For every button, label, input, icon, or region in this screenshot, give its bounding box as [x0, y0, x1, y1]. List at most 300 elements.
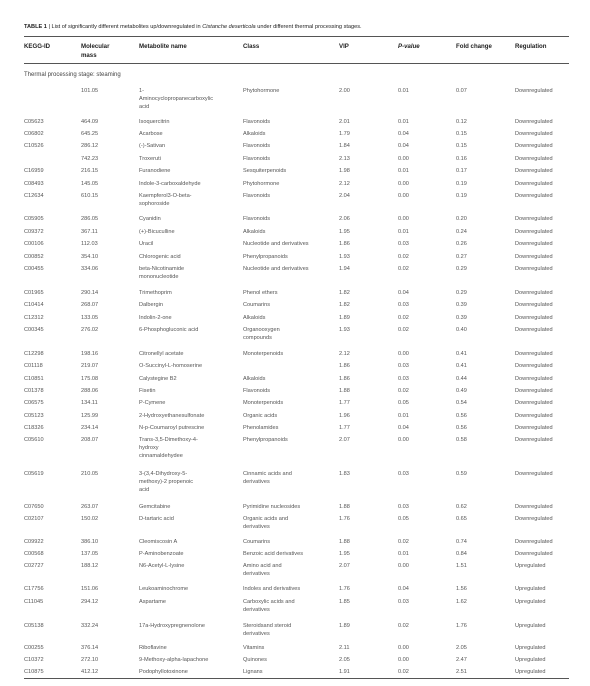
molecular-mass-cell: 125.99: [81, 413, 99, 419]
p-value-cell: 0.00: [398, 181, 409, 187]
vip-cell: 1.95: [339, 229, 350, 235]
molecular-mass-cell: 334.06: [81, 266, 99, 272]
regulation-cell: Downregulated: [515, 241, 553, 247]
regulation-cell: Downregulated: [515, 551, 553, 557]
vip-cell: 1.77: [339, 425, 350, 431]
regulation-cell: Upregulated: [515, 586, 546, 592]
class-cell: Vitamins: [243, 645, 265, 651]
class-cell: Indoles and derivatives: [243, 586, 301, 592]
vip-cell: 1.82: [339, 302, 350, 308]
class-cell: Flavonoids: [243, 216, 271, 222]
kegg-id-cell: C00455: [24, 266, 44, 272]
p-value-cell: 0.03: [398, 241, 409, 247]
class-cell: Alkaloids: [243, 131, 266, 137]
p-value-cell: 0.04: [398, 425, 409, 431]
fold-change-cell: 0.44: [456, 376, 467, 382]
regulation-cell: Downregulated: [515, 471, 553, 477]
class-cell: Alkaloids: [243, 315, 266, 321]
regulation-cell: Downregulated: [515, 168, 553, 174]
molecular-mass-cell: 354.10: [81, 254, 99, 260]
kegg-id-cell: C00106: [24, 241, 44, 247]
kegg-id-cell: C05610: [24, 437, 44, 443]
p-value-cell: 0.00: [398, 437, 409, 443]
class-cell: Phenol ethers: [243, 290, 278, 296]
vip-cell: 1.77: [339, 400, 350, 406]
p-value-cell: 0.04: [398, 586, 409, 592]
kegg-id-cell: C10526: [24, 143, 44, 149]
class-cell: Alkaloids: [243, 229, 266, 235]
p-value-cell: 0.02: [398, 254, 409, 260]
stage-label: Thermal processing stage: steaming: [24, 72, 121, 78]
molecular-mass-cell: 188.12: [81, 563, 99, 569]
p-value-cell: 0.00: [398, 351, 409, 357]
regulation-cell: Downregulated: [515, 315, 553, 321]
vip-cell: 1.91: [339, 669, 350, 675]
fold-change-cell: 0.24: [456, 229, 467, 235]
kegg-id-cell: C06802: [24, 131, 44, 137]
molecular-mass-cell: 294.12: [81, 599, 99, 605]
regulation-cell: Downregulated: [515, 254, 553, 260]
class-cell: Quinones: [243, 657, 267, 663]
class-cell: Flavonoids: [243, 119, 271, 125]
regulation-cell: Upregulated: [515, 599, 546, 605]
molecular-mass-cell: 234.14: [81, 425, 99, 431]
class-cell: Steroidsand steroid derivatives: [243, 623, 292, 637]
vip-cell: 1.79: [339, 131, 350, 137]
class-cell: Coumarins: [243, 539, 271, 545]
regulation-cell: Upregulated: [515, 669, 546, 675]
class-cell: Pyrimidine nucleosides: [243, 504, 301, 510]
vip-cell: 1.93: [339, 254, 350, 260]
fold-change-cell: 0.39: [456, 315, 467, 321]
fold-change-cell: 0.49: [456, 388, 467, 394]
regulation-cell: Downregulated: [515, 266, 553, 272]
header-kegg-id: KEGG-ID: [24, 43, 51, 50]
metabolite-name-cell: O-Succinyl-L-homoserine: [139, 363, 203, 369]
molecular-mass-cell: 276.02: [81, 327, 99, 333]
regulation-cell: Downregulated: [515, 229, 553, 235]
p-value-cell: 0.03: [398, 599, 409, 605]
metabolite-name-cell: Chlorogenic acid: [139, 254, 181, 260]
regulation-cell: Downregulated: [515, 290, 553, 296]
metabolite-name-cell: 3-(3,4-Dihydroxy-5- methoxy)-2 propenoic acid: [139, 471, 194, 493]
metabolite-name-cell: 17a-Hydroxypregnenolone: [139, 623, 205, 629]
fold-change-cell: 2.05: [456, 645, 467, 651]
regulation-cell: Upregulated: [515, 657, 546, 663]
metabolite-name-cell: Acarbose: [139, 131, 163, 137]
p-value-cell: 0.02: [398, 669, 409, 675]
class-cell: Sesquiterpenoids: [243, 168, 287, 174]
kegg-id-cell: C00345: [24, 327, 44, 333]
kegg-id-cell: C02107: [24, 516, 44, 522]
p-value-cell: 0.02: [398, 315, 409, 321]
molecular-mass-cell: 332.24: [81, 623, 99, 629]
regulation-cell: Downregulated: [515, 516, 553, 522]
p-value-cell: 0.04: [398, 131, 409, 137]
kegg-id-cell: C05905: [24, 216, 44, 222]
table-label: TABLE 1: [24, 24, 47, 30]
metabolite-name-cell: 2-Hydroxyethanesulfonate: [139, 413, 205, 419]
kegg-id-cell: C10372: [24, 657, 44, 663]
fold-change-cell: 0.40: [456, 327, 467, 333]
p-value-cell: 0.05: [398, 516, 409, 522]
kegg-id-cell: C09922: [24, 539, 44, 545]
vip-cell: 1.84: [339, 143, 350, 149]
vip-cell: 1.95: [339, 551, 350, 557]
class-cell: Flavonoids: [243, 388, 271, 394]
p-value-cell: 0.03: [398, 471, 409, 477]
metabolite-name-cell: Leukoaminochrome: [139, 586, 189, 592]
metabolite-name-cell: Furanodiene: [139, 168, 171, 174]
vip-cell: 1.86: [339, 241, 350, 247]
header-metabolite-name: Metabolite name: [139, 43, 187, 50]
metabolite-name-cell: (-)-Sativan: [139, 143, 166, 149]
bottom-rule: [24, 678, 569, 679]
metabolite-name-cell: Isoquercitrin: [139, 119, 170, 125]
regulation-cell: Downregulated: [515, 302, 553, 308]
metabolite-name-cell: 9-Methoxy-alpha-lapachone: [139, 657, 209, 663]
class-cell: Flavonoids: [243, 143, 271, 149]
regulation-cell: Downregulated: [515, 504, 553, 510]
fold-change-cell: 0.27: [456, 254, 467, 260]
vip-cell: 1.82: [339, 290, 350, 296]
class-cell: Organooxygen compounds: [243, 327, 280, 341]
vip-cell: 1.89: [339, 315, 350, 321]
molecular-mass-cell: 610.15: [81, 193, 99, 199]
kegg-id-cell: C10414: [24, 302, 44, 308]
metabolite-name-cell: Calystegine B2: [139, 376, 177, 382]
caption-species: Cistanche deserticola: [202, 24, 256, 30]
molecular-mass-cell: 133.05: [81, 315, 99, 321]
metabolite-name-cell: N-p-Coumaroyl putrescine: [139, 425, 205, 431]
fold-change-cell: 0.58: [456, 437, 467, 443]
metabolite-name-cell: N6-Acetyl-L-lysine: [139, 563, 185, 569]
metabolite-name-cell: 6-Phosphogluconic acid: [139, 327, 199, 333]
fold-change-cell: 0.29: [456, 290, 467, 296]
kegg-id-cell: C06575: [24, 400, 44, 406]
p-value-cell: 0.04: [398, 290, 409, 296]
regulation-cell: Downregulated: [515, 351, 553, 357]
fold-change-cell: 0.15: [456, 143, 467, 149]
molecular-mass-cell: 288.06: [81, 388, 99, 394]
vip-cell: 1.83: [339, 471, 350, 477]
metabolite-name-cell: Dalbergin: [139, 302, 163, 308]
molecular-mass-cell: 208.07: [81, 437, 99, 443]
metabolite-name-cell: Cleomiscosin A: [139, 539, 178, 545]
fold-change-cell: 1.62: [456, 599, 467, 605]
metabolite-name-cell: 1- Aminocyclopropanecarboxylic acid: [139, 88, 213, 110]
molecular-mass-cell: 645.25: [81, 131, 99, 137]
molecular-mass-cell: 286.12: [81, 143, 99, 149]
header-molecular-mass: [81, 42, 109, 60]
fold-change-cell: 0.17: [456, 168, 467, 174]
kegg-id-cell: C17756: [24, 586, 44, 592]
fold-change-cell: 1.56: [456, 586, 467, 592]
molecular-mass-cell: 112.03: [81, 241, 98, 247]
p-value-cell: 0.00: [398, 216, 409, 222]
class-cell: Phenylpropanoids: [243, 254, 288, 260]
caption-text-pre: | List of significantly different metabolites up/downregulated in: [46, 24, 203, 30]
regulation-cell: Downregulated: [515, 216, 553, 222]
class-cell: Nucleotide and derivatives: [243, 241, 309, 247]
fold-change-cell: 0.41: [456, 363, 467, 369]
molecular-mass-cell: 137.05: [81, 551, 99, 557]
metabolite-name-cell: Trimethoprim: [139, 290, 172, 296]
header-rule: [24, 63, 569, 64]
vip-cell: 2.00: [339, 88, 350, 94]
table-caption: [24, 24, 362, 30]
fold-change-cell: 0.74: [456, 539, 467, 545]
class-cell: Nucleotide and derivatives: [243, 266, 309, 272]
p-value-cell: 0.02: [398, 266, 409, 272]
regulation-cell: Downregulated: [515, 539, 553, 545]
molecular-mass-cell: 134.11: [81, 400, 98, 406]
metabolite-name-cell: Uracil: [139, 241, 154, 247]
metabolite-name-cell: Citronellyl acetate: [139, 351, 184, 357]
p-value-cell: 0.01: [398, 88, 409, 94]
molecular-mass-cell: 367.11: [81, 229, 98, 235]
p-value-cell: 0.01: [398, 119, 409, 125]
molecular-mass-cell: 151.06: [81, 586, 99, 592]
kegg-id-cell: C05623: [24, 119, 44, 125]
vip-cell: 2.11: [339, 645, 350, 651]
header-vip: VIP: [339, 43, 349, 50]
metabolite-name-cell: D-tartaric acid: [139, 516, 174, 522]
molecular-mass-cell: 268.07: [81, 302, 99, 308]
molecular-mass-cell: 150.02: [81, 516, 99, 522]
kegg-id-cell: C01378: [24, 388, 44, 394]
p-value-cell: 0.02: [398, 623, 409, 629]
fold-change-cell: 1.51: [456, 563, 467, 569]
kegg-id-cell: C08493: [24, 181, 44, 187]
molecular-mass-cell: 742.23: [81, 156, 99, 162]
kegg-id-cell: C00852: [24, 254, 44, 260]
header-p-value: P-value: [398, 43, 420, 50]
regulation-cell: Downregulated: [515, 363, 553, 369]
regulation-cell: Downregulated: [515, 156, 553, 162]
p-value-cell: 0.02: [398, 388, 409, 394]
vip-cell: 2.01: [339, 119, 350, 125]
kegg-id-cell: C02727: [24, 563, 44, 569]
vip-cell: 2.12: [339, 351, 350, 357]
kegg-id-cell: C05138: [24, 623, 44, 629]
header-class: Class: [243, 43, 260, 50]
metabolite-name-cell: Kaempferol3-O-beta- sophoroside: [139, 193, 192, 207]
molecular-mass-cell: 198.16: [81, 351, 99, 357]
class-cell: Phenolamides: [243, 425, 279, 431]
fold-change-cell: 0.20: [456, 216, 467, 222]
regulation-cell: Downregulated: [515, 413, 553, 419]
regulation-cell: Downregulated: [515, 437, 553, 443]
p-value-cell: 0.00: [398, 193, 409, 199]
regulation-cell: Downregulated: [515, 400, 553, 406]
vip-cell: 1.88: [339, 388, 350, 394]
vip-cell: 2.05: [339, 657, 350, 663]
class-cell: Flavonoids: [243, 156, 271, 162]
p-value-cell: 0.03: [398, 376, 409, 382]
fold-change-cell: 0.26: [456, 241, 467, 247]
regulation-cell: Downregulated: [515, 119, 553, 125]
kegg-id-cell: C12298: [24, 351, 44, 357]
class-cell: Monoterpenoids: [243, 400, 284, 406]
vip-cell: 2.13: [339, 156, 350, 162]
fold-change-cell: 0.62: [456, 504, 467, 510]
p-value-cell: 0.00: [398, 645, 409, 651]
caption-text-post: under different thermal processing stages.: [255, 24, 362, 30]
metabolite-name-cell: beta-Nicotinamide mononucleotide: [139, 266, 185, 280]
kegg-id-cell: C01118: [24, 363, 43, 369]
p-value-cell: 0.05: [398, 400, 409, 406]
vip-cell: 2.06: [339, 216, 350, 222]
regulation-cell: Downregulated: [515, 88, 553, 94]
class-cell: Carboxylic acids and derivatives: [243, 599, 295, 613]
vip-cell: 1.89: [339, 623, 350, 629]
metabolite-name-cell: Indolin-2-one: [139, 315, 172, 321]
class-cell: Organic acids: [243, 413, 278, 419]
class-cell: Phytohormone: [243, 181, 280, 187]
fold-change-cell: 0.39: [456, 302, 467, 308]
molecular-mass-cell: 272.10: [81, 657, 99, 663]
fold-change-cell: 0.56: [456, 425, 467, 431]
metabolite-name-cell: Podophyllotoxinone: [139, 669, 188, 675]
kegg-id-cell: C00255: [24, 645, 44, 651]
kegg-id-cell: C11045: [24, 599, 44, 605]
molecular-mass-cell: 286.05: [81, 216, 99, 222]
kegg-id-cell: C10851: [24, 376, 44, 382]
regulation-cell: Downregulated: [515, 425, 553, 431]
p-value-cell: 0.01: [398, 413, 409, 419]
fold-change-cell: 0.16: [456, 156, 467, 162]
fold-change-cell: 0.19: [456, 181, 467, 187]
class-cell: Phenylpropanoids: [243, 437, 288, 443]
metabolite-name-cell: Indole-3-carboxaldehyde: [139, 181, 201, 187]
vip-cell: 1.88: [339, 539, 350, 545]
regulation-cell: Downregulated: [515, 193, 553, 199]
molecular-mass-cell: 175.08: [81, 376, 99, 382]
metabolite-name-cell: Aspartame: [139, 599, 167, 605]
regulation-cell: Upregulated: [515, 645, 546, 651]
kegg-id-cell: C16959: [24, 168, 44, 174]
kegg-id-cell: C01965: [24, 290, 44, 296]
molecular-mass-cell: 216.15: [81, 168, 99, 174]
molecular-mass-cell: 412.12: [81, 669, 99, 675]
class-cell: Amino acid and derivatives: [243, 563, 282, 577]
top-rule: [24, 36, 569, 37]
molecular-mass-cell: 290.14: [81, 290, 99, 296]
p-value-cell: 0.00: [398, 657, 409, 663]
header-regulation: Regulation: [515, 43, 547, 50]
kegg-id-cell: C12312: [24, 315, 44, 321]
class-cell: Lignans: [243, 669, 263, 675]
regulation-cell: Downregulated: [515, 376, 553, 382]
fold-change-cell: 0.15: [456, 131, 467, 137]
molecular-mass-cell: 219.07: [81, 363, 99, 369]
molecular-mass-cell: 464.09: [81, 119, 99, 125]
p-value-cell: 0.03: [398, 504, 409, 510]
metabolite-name-cell: P-Cymene: [139, 400, 166, 406]
fold-change-cell: 0.12: [456, 119, 467, 125]
molecular-mass-cell: 263.07: [81, 504, 99, 510]
class-cell: Organic acids and derivatives: [243, 516, 289, 530]
p-value-cell: 0.03: [398, 302, 409, 308]
vip-cell: 2.12: [339, 181, 350, 187]
p-value-cell: 0.01: [398, 168, 409, 174]
vip-cell: 1.98: [339, 168, 350, 174]
kegg-id-cell: C00568: [24, 551, 44, 557]
vip-cell: 2.07: [339, 437, 350, 443]
class-cell: Flavonoids: [243, 193, 271, 199]
regulation-cell: Upregulated: [515, 623, 546, 629]
class-cell: Phytohormone: [243, 88, 280, 94]
regulation-cell: Downregulated: [515, 327, 553, 333]
class-cell: Cinnamic acids and derivatives: [243, 471, 292, 485]
vip-cell: 1.76: [339, 586, 350, 592]
fold-change-cell: 0.19: [456, 193, 467, 199]
p-value-cell: 0.02: [398, 327, 409, 333]
vip-cell: 1.85: [339, 599, 350, 605]
class-cell: Coumarins: [243, 302, 271, 308]
fold-change-cell: 1.76: [456, 623, 467, 629]
p-value-cell: 0.00: [398, 563, 409, 569]
regulation-cell: Downregulated: [515, 181, 553, 187]
regulation-cell: Downregulated: [515, 388, 553, 394]
fold-change-cell: 2.47: [456, 657, 467, 663]
regulation-cell: Downregulated: [515, 131, 553, 137]
fold-change-cell: 0.56: [456, 413, 467, 419]
vip-cell: 1.76: [339, 516, 350, 522]
molecular-mass-cell: 101.05: [81, 88, 99, 94]
vip-cell: 1.94: [339, 266, 350, 272]
kegg-id-cell: C12634: [24, 193, 44, 199]
molecular-mass-cell: 376.14: [81, 645, 99, 651]
regulation-cell: Upregulated: [515, 563, 546, 569]
vip-cell: 1.93: [339, 327, 350, 333]
metabolite-name-cell: Trans-3,5-Dimethoxy-4- hydroxy cinnamaldehydee: [139, 437, 198, 459]
vip-cell: 1.88: [339, 504, 350, 510]
metabolite-name-cell: Gemcitabine: [139, 504, 171, 510]
vip-cell: 2.07: [339, 563, 350, 569]
kegg-id-cell: C05123: [24, 413, 44, 419]
metabolite-name-cell: P-Aminobenzoate: [139, 551, 184, 557]
molecular-mass-cell: 386.10: [81, 539, 99, 545]
kegg-id-cell: C09372: [24, 229, 44, 235]
p-value-cell: 0.01: [398, 229, 409, 235]
fold-change-cell: 0.59: [456, 471, 467, 477]
fold-change-cell: 0.29: [456, 266, 467, 272]
p-value-cell: 0.01: [398, 551, 409, 557]
p-value-cell: 0.02: [398, 539, 409, 545]
class-cell: Monoterpenoids: [243, 351, 284, 357]
p-value-cell: 0.04: [398, 143, 409, 149]
fold-change-cell: 0.54: [456, 400, 467, 406]
vip-cell: 1.96: [339, 413, 350, 419]
kegg-id-cell: C07650: [24, 504, 44, 510]
fold-change-cell: 0.41: [456, 351, 467, 357]
metabolite-name-cell: Cyanidin: [139, 216, 161, 222]
p-value-cell: 0.03: [398, 363, 409, 369]
molecular-mass-cell: 210.05: [81, 471, 99, 477]
class-cell: Benzoic acid derivatives: [243, 551, 304, 557]
fold-change-cell: 0.84: [456, 551, 467, 557]
vip-cell: 1.86: [339, 376, 350, 382]
regulation-cell: Downregulated: [515, 143, 553, 149]
metabolite-name-cell: Riboflavine: [139, 645, 167, 651]
header-mass-line2: mass: [81, 52, 97, 59]
vip-cell: 1.86: [339, 363, 350, 369]
kegg-id-cell: C10875: [24, 669, 44, 675]
fold-change-cell: 0.07: [456, 88, 467, 94]
kegg-id-cell: C05619: [24, 471, 44, 477]
